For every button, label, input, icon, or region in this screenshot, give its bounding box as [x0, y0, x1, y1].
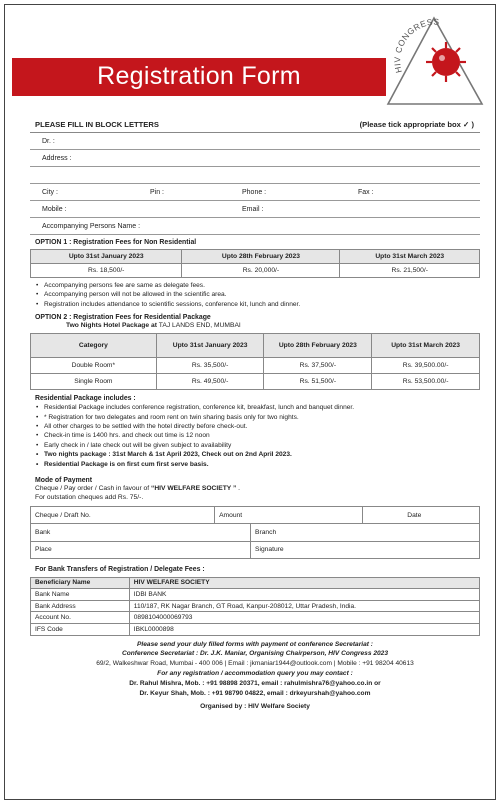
list-item: • Accompanying person will not be allowed in the scientific area.	[44, 290, 480, 299]
table-row: Beneficiary Name HIV WELFARE SOCIETY	[31, 577, 480, 589]
table-row: Double Room* Rs. 35,500/- Rs. 37,500/- Rs. 39,500.00/-	[31, 358, 480, 374]
page-title: Registration Form	[97, 62, 301, 90]
tick-note: (Please tick appropriate box ✓ )	[359, 120, 474, 129]
option2-header: Upto 31st March 2023	[372, 334, 480, 358]
fax-label: Fax :	[358, 189, 374, 196]
table-row: IFS Code IBKL0000898	[31, 623, 480, 635]
option1-fee: Rs. 18,500/-	[31, 264, 182, 278]
city-label: City :	[42, 189, 58, 196]
city-row[interactable]	[30, 184, 480, 201]
table-row: Account No. 0898104000069793	[31, 612, 480, 624]
residential-title: Residential Package includes :	[35, 395, 136, 403]
phone-label: Phone :	[242, 189, 267, 196]
option2-subtitle: Two Nights Hotel Package at TAJ LANDS END, MUMBAI	[66, 322, 241, 330]
option1-fee: Rs. 21,500/-	[340, 264, 480, 278]
cheque-field[interactable]: Cheque / Draft No.	[31, 507, 215, 524]
option1-header: Upto 31st January 2023	[31, 250, 182, 264]
option1-title: OPTION 1 : Registration Fees for Non Residential	[35, 239, 197, 246]
address-field-2[interactable]	[30, 167, 480, 184]
list-item: • Accompanying persons fee are same as delegate fees.	[44, 281, 480, 290]
mobile-row[interactable]	[30, 201, 480, 218]
date-field[interactable]: Date	[363, 507, 480, 524]
list-item: • All other charges to be settled with the hotel directly before check-out.	[44, 422, 480, 431]
option1-header: Upto 31st March 2023	[340, 250, 480, 264]
payment-line2: For outstation cheques add Rs. 75/-.	[35, 494, 144, 502]
address-field[interactable]: Address :	[30, 150, 480, 167]
pin-label: Pin :	[150, 189, 165, 196]
svg-text:HIV CONGRESS: HIV CONGRESS	[392, 16, 440, 74]
option1-fee: Rs. 20,000/-	[182, 264, 340, 278]
option2-title: OPTION 2 : Registration Fees for Residential Package	[35, 314, 211, 322]
organised-by: Organised by : HIV Welfare Society	[200, 703, 310, 711]
option1-table	[30, 249, 480, 278]
table-row: Bank Name IDBI BANK	[31, 589, 480, 601]
list-item: • * Registration for two delegates and room rent on twin sharing basis only for two nights.	[44, 413, 480, 422]
email-label: Email :	[242, 206, 264, 213]
branch-field[interactable]: Branch	[251, 524, 480, 541]
header	[0, 0, 500, 112]
footer-line: Dr. Keyur Shah, Mob. : +91 98790 04822, email : drkeyurshah@yahoo.com	[139, 689, 371, 697]
bank-field[interactable]: Bank	[31, 524, 251, 541]
footer-line: For any registration / accommodation query you may contact :	[157, 669, 353, 677]
hiv-congress-logo	[384, 10, 486, 110]
list-item: • Residential Package is on first cum first serve basis.	[44, 460, 480, 469]
option1-notes	[44, 281, 480, 309]
block-letters-heading: PLEASE FILL IN BLOCK LETTERS	[35, 120, 159, 129]
list-item: • Check-in time is 1400 hrs. and check out time is 12 noon	[44, 431, 480, 440]
list-item: • Early check in / late check out will be given subject to availability	[44, 441, 480, 450]
table-row: Bank Address 110/187, RK Nagar Branch, GT Road, Kanpur-208012, Uttar Pradesh, India.	[31, 600, 480, 612]
option2-header: Upto 28th February 2023	[264, 334, 372, 358]
bank-transfer-title: For Bank Transfers of Registration / Delegate Fees :	[35, 565, 205, 573]
option2-header: Upto 31st January 2023	[156, 334, 264, 358]
footer	[30, 640, 480, 713]
payment-line1: Cheque / Pay order / Cash in favour of “HIV WELFARE SOCIETY ” .	[35, 485, 241, 493]
dr-field[interactable]: Dr. :	[30, 133, 480, 150]
payment-title: Mode of Payment	[35, 477, 93, 485]
option2-table	[30, 333, 480, 390]
form-heading-row	[30, 118, 480, 133]
residential-list	[44, 403, 480, 469]
bank-details-table	[30, 577, 480, 636]
title-bar	[12, 58, 386, 96]
option1-header: Upto 28th February 2023	[182, 250, 340, 264]
footer-line: Please send your duly filled forms with payment ot conference Secretariat :	[137, 640, 373, 648]
signature-field[interactable]: Signature	[251, 541, 480, 558]
footer-line: Conference Secretariat : Dr. J.K. Maniar, Organising Chairperson, HIV Congress 2023	[121, 650, 389, 658]
footer-line: Dr. Rahul Mishra, Mob. : +91 98898 20371, email : rahulmishra76@yahoo.co.in or	[129, 679, 381, 687]
table-row: Single Room Rs. 49,500/- Rs. 51,500/- Rs. 53,500.00/-	[31, 374, 480, 390]
mobile-label: Mobile :	[42, 206, 67, 213]
amount-field[interactable]: Amount	[215, 507, 363, 524]
list-item: • Two nights package : 31st March & 1st April 2023, Check out on 2nd April 2023.	[44, 450, 480, 459]
accompanying-row[interactable]: Accompanying Persons Name :	[30, 218, 480, 235]
bank-branch-table	[30, 524, 480, 559]
payment-table	[30, 506, 480, 524]
place-field[interactable]: Place	[31, 541, 251, 558]
list-item: • Residential Package includes conference registration, conference kit, breakfast, lunch and banquet dinner.	[44, 403, 480, 412]
option2-header: Category	[31, 334, 157, 358]
footer-line: 69/2, Walkeshwar Road, Mumbai - 400 006 | Email : jkmaniar1944@outlook.com | Mobile : +91 98204 40613	[96, 660, 414, 668]
list-item: • Registration includes attendance to scientific sessions, conference kit, lunch and dinner.	[44, 300, 480, 309]
